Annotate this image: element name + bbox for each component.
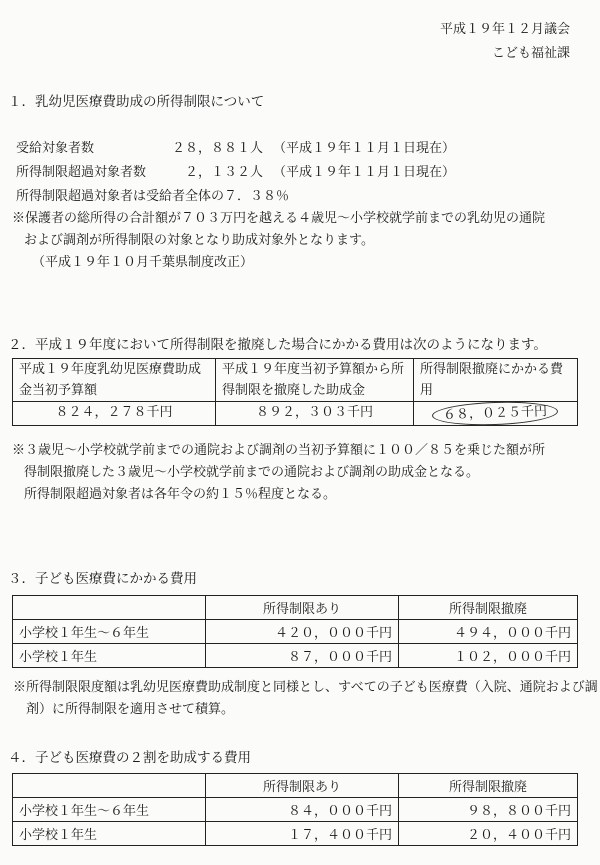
section1-note: [12, 208, 597, 274]
section2-title: ２．平成１９年度において所得制限を撤廃した場合にかかる費用は次のようになります。: [8, 337, 547, 353]
corner-cell: [13, 596, 206, 620]
value-abolition-cost: ６８，０２５千円: [432, 400, 559, 427]
recipients-value: ２８，８８１人: [171, 141, 263, 156]
table-row: [13, 620, 578, 644]
section3-title: ３．子ども医療費にかかる費用: [8, 571, 197, 587]
recipients-date: （平成１９年１１月１日現在）: [273, 141, 456, 156]
row-label-grade1-6: 小学校１年生～６年生: [13, 620, 206, 644]
section1-title: １．乳幼児医療費助成の所得制限について: [8, 94, 265, 110]
header-no-limit: 所得制限撤廃: [399, 774, 578, 798]
cell-with-limit: ８７，０００千円: [206, 644, 399, 668]
header-budget-without-limit: 平成１９年度当初予算額から所得制限を撤廃した助成金: [216, 359, 414, 402]
over-limit-ratio: 所得制限超過対象者は受給者全体の７．３８％: [16, 189, 290, 204]
section2-table: [12, 358, 578, 426]
table-row: [13, 798, 578, 822]
section3-table: [12, 595, 578, 668]
section2-note-line1: ※３歳児～小学校就学前までの通院および調剤の当初予算額に１００／８５を乗じた額が所: [12, 443, 546, 458]
table-row: [13, 644, 578, 668]
section1-note-line2: および調剤が所得制限の対象となり助成対象外となります。: [24, 233, 374, 248]
cell-no-limit: １０２，０００千円: [399, 644, 578, 668]
table-row: [13, 774, 578, 798]
over-limit-label: 所得制限超過対象者数: [16, 165, 147, 180]
header-abolition-cost: 所得制限撤廃にかかる費用: [414, 359, 578, 402]
meeting-date: 平成１９年１２月議会: [439, 22, 570, 37]
table-row: [13, 359, 578, 402]
row-label-grade1: 小学校１年生: [13, 822, 206, 846]
header-with-limit: 所得制限あり: [206, 774, 399, 798]
value-budget-without-limit: ８９２，３０３千円: [216, 402, 414, 426]
cell-no-limit: ２０，４００千円: [399, 822, 578, 846]
header-with-limit: 所得制限あり: [206, 596, 399, 620]
cell-no-limit: ９８，８００千円: [399, 798, 578, 822]
value-initial-budget: ８２４，２７８千円: [13, 402, 216, 426]
recipients-label: 受給対象者数: [16, 141, 95, 156]
header-initial-budget: 平成１９年度乳幼児医療費助成金当初予算額: [13, 359, 216, 402]
table-row: [13, 596, 578, 620]
cell-with-limit: ４２０，０００千円: [206, 620, 399, 644]
section1-note-line3: （平成１９年１０月千葉県制度改正）: [32, 255, 254, 270]
row-label-grade1-6: 小学校１年生～６年生: [13, 798, 206, 822]
section1-note-line1: ※保護者の総所得の合計額が７０３万円を越える４歳児～小学校就学前までの乳幼児の通院: [12, 211, 546, 226]
corner-cell: [13, 774, 206, 798]
section3-note: ※所得制限限度額は乳幼児医療費助成制度と同様とし、すべての子ども医療費（入院、通院および調剤）に所得制限を適用させて積算。: [13, 680, 598, 717]
value-abolition-cost-cell: [414, 402, 578, 426]
section2-note-line3: 所得制限超過対象者は各年令の約１５％程度となる。: [24, 487, 337, 502]
header-no-limit: 所得制限撤廃: [399, 596, 578, 620]
table-row: [13, 822, 578, 846]
department-name: こども福祉課: [491, 46, 570, 61]
row-label-grade1: 小学校１年生: [13, 644, 206, 668]
over-limit-date: （平成１９年１１月１日現在）: [273, 165, 456, 180]
section4-table: [12, 773, 578, 846]
section2-note: [12, 440, 597, 506]
section2-note-line2: 得制限撤廃した３歳児～小学校就学前までの通院および調剤の助成金となる。: [24, 465, 480, 480]
over-limit-value: ２，１３２人: [184, 165, 263, 180]
cell-no-limit: ４９４，０００千円: [399, 620, 578, 644]
table-row: [13, 402, 578, 426]
section4-title: ４．子ども医療費の２割を助成する費用: [8, 750, 251, 766]
cell-with-limit: ８４，０００千円: [206, 798, 399, 822]
cell-with-limit: １７，４００千円: [206, 822, 399, 846]
